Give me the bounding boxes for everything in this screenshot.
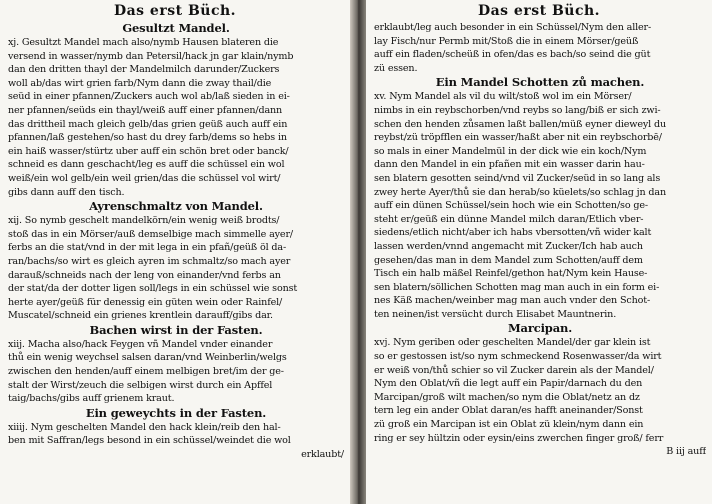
text-line: taig/bachs/gibs auff grienem kraut. (8, 393, 175, 405)
text-line: darauß/schneids nach der leng von einander/vnd ferbs an (8, 269, 281, 281)
text-line: gesehen/das man in dem Mandel zum Schotten/auff dem (374, 254, 643, 266)
text-line: versend in wasser/nymb dan Petersil/hack jn gar klain/nymb (8, 50, 294, 62)
text-line: ben mit Saffran/legs besond in ein schüssel/weindet die wol (8, 435, 291, 447)
text-line: sen blatern gesotten seind/vnd vil Zucker/seüd in so lang als (374, 172, 661, 184)
text-line: zwischen den henden/auff einem melbigen bret/im der ge- (8, 366, 284, 378)
text-line: schen den henden zůsamen laßt ballen/müß eyner dieweyl du (374, 118, 666, 130)
text-line: tern leg ein ander Oblat daran/es hafft aneinander/Sonst (374, 405, 643, 417)
text-line: seüd in einer pfannen/Zuckers auch wol ab/laß sieden in ei- (8, 91, 290, 103)
book-gutter (350, 0, 366, 504)
text-line: xv. Nym Mandel als vil du wilt/stoß wol im ein Mörser/ (374, 91, 632, 103)
text-line: dan den dritten thayl der Mandelmilch darunder/Zuckers (8, 64, 280, 76)
left-page (0, 0, 350, 504)
text-line: Muscatel/schneid ein grienes krentlein darauff/gibs dar. (8, 310, 273, 322)
recipe-heading: Ayrenschmaltz von Mandel. (89, 199, 263, 214)
text-line: lassen werden/vnnd angemacht mit Zucker/Ich hab auch (374, 240, 643, 252)
text-line: erklaubt/leg auch besonder in ein Schüssel/Nym den aller- (374, 22, 652, 33)
text-line: ein haiß wasser/stürtz uber auff ein schön bret oder banck/ (8, 145, 289, 157)
recipe-heading: Bachen wirst in der Fasten. (89, 322, 263, 337)
text-line: der stat/da der dotter ligen soll/legs in ein schüssel wie sonst (8, 283, 298, 295)
text-line: herte ayer/geüß für denessig ein güten wein oder Rainfel/ (8, 296, 283, 308)
text-line: ring er sey hültzin oder eysin/eins zwerchen finger groß/ ferr (374, 432, 664, 444)
text-line: das drittheil mach gleich gelb/das grien geüß auch auff ein (8, 118, 288, 130)
text-line: ran/bachs/so wirt es gleich ayren im schmaltz/so mach ayer (8, 255, 291, 267)
text-line: xiij. Macha also/hack Feygen vñ Mandel vnder einander (8, 338, 273, 350)
text-line: stalt der Wirst/zeuch die selbigen wirst durch ein Apffel (8, 379, 273, 391)
recipe-heading: Ein Mandel Schotten zů machen. (435, 75, 645, 90)
text-line: dann den Mandel in ein pfañen mit ein wasser darin hau- (374, 159, 645, 171)
text-line: zü essen. (374, 62, 418, 74)
text-line: sen blatern/söllichen Schotten mag man auch in ein form ei- (374, 281, 660, 293)
text-line: weiß/ein wol gelb/ein weil grien/das die schüssel vol wirt/ (8, 172, 281, 184)
left-page-header: Das erst Büch. (113, 3, 237, 19)
text-line: auff ein dünen Schüssel/sein hoch wie ein Schotten/so ge- (374, 200, 648, 212)
text-line: reybst/zü tröpfflen ein wasser/haßt aber nit ein reybschorbē/ (374, 132, 662, 144)
text-line: pfannen/laß gestehen/so hast du drey farb/dems so hebs in (8, 132, 287, 144)
text-line: Tisch ein halb mäßel Reinfel/gethon hat/Nym kein Hause- (374, 268, 648, 280)
catchword: B iij auff (666, 446, 706, 458)
text-line: woll ab/das wirt grien farb/Nym dann die zway thail/die (8, 77, 272, 89)
text-line: er weiß von/thů schier so vil Zucker darein als der Mandel/ (374, 364, 654, 376)
text-line: Marcipan/groß wilt machen/so nym die Oblat/netz an dz (374, 391, 640, 403)
text-line: stoß das in ein Mörser/auß demselbige mach simmelle ayer/ (8, 228, 293, 240)
right-page-header: Das erst Büch. (477, 3, 601, 19)
catchword: erklaubt/ (301, 449, 344, 461)
text-line: xij. So nymb geschelt mandelkörn/ein wenig weiß brodts/ (8, 215, 280, 227)
text-line: so er gestossen ist/so nym schmeckend Rosenwasser/da wirt (374, 351, 662, 363)
text-line: xj. Gesultzt Mandel mach also/nymb Hausen blateren die (8, 37, 279, 48)
text-line: so mals in einer Mandelmül in der dick wie ein koch/Nym (374, 145, 647, 157)
text-line: thů ein wenig weychsel salsen daran/vnd Weinberlin/welgs (8, 352, 287, 364)
right-page-body (366, 21, 712, 459)
text-line: lay Fisch/nur Permb mit/Stoß die in einem Mörser/geüß (374, 35, 639, 47)
text-line: gibs dann auff den tisch. (8, 186, 125, 198)
recipe-heading: Ein geweychts in der Fasten. (85, 405, 267, 420)
text-line: ferbs an die stat/vnd in der mit lega in ein pfañ/geüß öl da- (8, 242, 287, 254)
text-line: steht er/geüß ein dünne Mandel milch daran/Etlich vber- (374, 213, 644, 225)
text-line: ner pfannen/seüds ein thayl/weiß auff einer pfannen/dann (8, 104, 283, 116)
text-line: ten neinen/ist versücht durch Elisabet Mauntnerin. (374, 308, 617, 320)
recipe-heading: Marcipan. (507, 321, 573, 336)
text-line: zwey herte Ayer/thů sie dan herab/so küelets/so schlag jn dan (374, 186, 666, 198)
text-line: siedens/etlich nicht/aber ich habs vbersotten/vñ wider kalt (374, 227, 652, 239)
recipe-heading: Gesultzt Mandel. (122, 21, 230, 35)
text-line: nes Käß machen/weinber mag man auch vnder den Schot- (374, 295, 651, 307)
text-line: Nym den Oblat/vñ die legt auff ein Papir/darnach du den (374, 378, 643, 390)
text-line: schneid es dann geschacht/leg es auff die schüssel ein wol (8, 159, 285, 171)
text-line: xiiij. Nym geschelten Mandel den hack klein/reib den hal- (8, 421, 281, 433)
text-line: nimbs in ein reybschorben/vnd reybs so lang/biß er sich zwi- (374, 104, 661, 116)
text-line: xvj. Nym geriben oder geschelten Mandel/der gar klein ist (374, 337, 651, 349)
text-line: auff ein fladen/scheüß in ofen/das es bach/so seind die güt (374, 49, 651, 61)
right-page (366, 0, 712, 504)
text-line: zü groß ein Marcipan ist ein Oblat zü klein/nym dann ein (374, 419, 644, 431)
left-page-body (0, 21, 350, 462)
